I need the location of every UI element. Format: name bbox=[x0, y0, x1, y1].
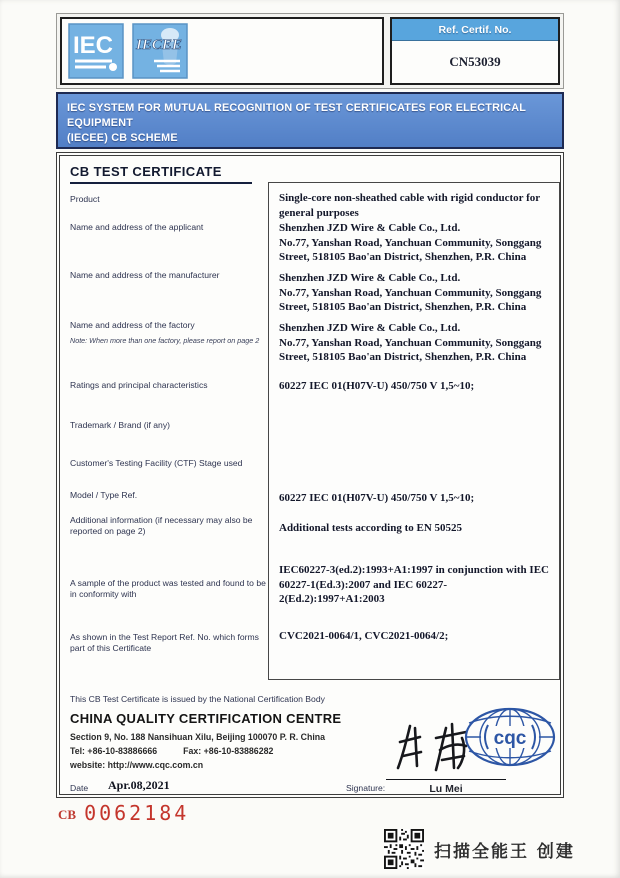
manufacturer-address: No.77, Yanshan Road, Yanchuan Community, Songgang Street, 518105 Bao'an District, Shenzhen, P.R. China bbox=[279, 286, 542, 314]
values-box bbox=[268, 182, 560, 680]
label-factory: Name and address of the factory bbox=[70, 320, 195, 330]
signatory-name: Lu Mei bbox=[429, 783, 463, 795]
label-model: Model / Type Ref. bbox=[70, 490, 138, 500]
certification-body-address: Section 9, No. 188 Nansihuan Xilu, Beijing 100070 P. R. China bbox=[70, 732, 326, 742]
value-additional: Additional tests according to EN 50525 bbox=[279, 522, 463, 534]
value-manufacturer bbox=[279, 271, 551, 315]
date-label: Date bbox=[70, 783, 89, 793]
factory-note: Note: When more than one factory, please report on page 2 bbox=[70, 336, 260, 345]
label-applicant: Name and address of the applicant bbox=[70, 222, 204, 232]
scheme-banner-line1: IEC SYSTEM FOR MUTUAL RECOGNITION OF TEST CERTIFICATES FOR ELECTRICAL EQUIPMENT bbox=[67, 102, 526, 130]
ref-certif-box bbox=[390, 17, 560, 85]
cb-stamp-number: 0062184 bbox=[84, 801, 190, 825]
certificate-title: CB TEST CERTIFICATE bbox=[70, 164, 252, 184]
scanner-watermark bbox=[384, 829, 575, 869]
label-additional: Additional information (if necessary may also be reported on page 2) bbox=[70, 515, 253, 537]
header bbox=[56, 13, 564, 89]
label-manufacturer: Name and address of the manufacturer bbox=[70, 270, 220, 280]
signature-line bbox=[386, 779, 506, 780]
qr-code-icon bbox=[384, 829, 424, 869]
certificate-body bbox=[56, 152, 564, 798]
value-conformity: IEC60227-3(ed.2):1993+A1:1997 in conjunction with IEC 60227-1(Ed.3):2007 and IEC 60227-2(Ed.2):1997+A1:2003 bbox=[279, 564, 549, 606]
label-test-report: As shown in the Test Report Ref. No. which forms part of this Certificate bbox=[70, 632, 259, 654]
logo-box bbox=[60, 17, 384, 85]
scheme-banner bbox=[56, 92, 564, 149]
tel-text: Tel: +86-10-83886666 bbox=[70, 746, 158, 756]
cqc-logo-icon bbox=[462, 704, 558, 770]
value-applicant bbox=[279, 221, 551, 265]
factory-address: No.77, Yanshan Road, Yanchuan Community, Songgang Street, 518105 Bao'an District, Shenzhen, P.R. China bbox=[279, 336, 542, 364]
applicant-company: Shenzhen JZD Wire & Cable Co., Ltd. bbox=[279, 222, 461, 234]
signature-label: Signature: bbox=[346, 783, 386, 793]
certification-body-name: CHINA QUALITY CERTIFICATION CENTRE bbox=[70, 711, 342, 726]
scheme-banner-line2: (IECEE) CB SCHEME bbox=[67, 132, 178, 145]
certification-body-telfax bbox=[70, 746, 299, 756]
ref-certif-label: Ref. Certif. No. bbox=[392, 19, 558, 41]
applicant-address: No.77, Yanshan Road, Yanchuan Community, Songgang Street, 518105 Bao'an District, Shenzhen, P.R. China bbox=[279, 236, 542, 264]
manufacturer-company: Shenzhen JZD Wire & Cable Co., Ltd. bbox=[279, 272, 461, 284]
svg-text:IEC: IEC bbox=[73, 32, 114, 59]
label-ratings: Ratings and principal characteristics bbox=[70, 380, 208, 390]
value-factory bbox=[279, 321, 551, 365]
value-model: 60227 IEC 01(H07V-U) 450/750 V 1,5~10; bbox=[279, 492, 475, 504]
cb-serial-stamp bbox=[58, 801, 189, 825]
iec-logo-icon bbox=[68, 23, 124, 79]
fax-text: Fax: +86-10-83886282 bbox=[183, 746, 274, 756]
date-value: Apr.08,2021 bbox=[108, 778, 170, 792]
ref-certif-number: CN53039 bbox=[449, 54, 501, 69]
label-product: Product bbox=[70, 194, 100, 204]
svg-text:cqc: cqc bbox=[493, 728, 527, 749]
scanner-watermark-text: 扫描全能王 创建 bbox=[434, 841, 575, 862]
iecee-logo-icon bbox=[132, 23, 188, 79]
value-test-report: CVC2021-0064/1, CVC2021-0064/2; bbox=[279, 630, 449, 642]
cb-stamp-prefix: CB bbox=[58, 807, 77, 822]
label-conformity: A sample of the product was tested and found to be in conformity with bbox=[70, 578, 266, 600]
value-ratings: 60227 IEC 01(H07V-U) 450/750 V 1,5~10; bbox=[279, 380, 475, 392]
factory-company: Shenzhen JZD Wire & Cable Co., Ltd. bbox=[279, 322, 461, 334]
value-product: Single-core non-sheathed cable with rigid conductor for general purposes bbox=[279, 192, 540, 219]
certification-body-website: website: http://www.cqc.com.cn bbox=[70, 760, 204, 770]
label-trademark: Trademark / Brand (if any) bbox=[70, 420, 170, 430]
issued-by-statement: This CB Test Certificate is issued by the National Certification Body bbox=[70, 694, 325, 704]
svg-text:IECEE: IECEE bbox=[136, 37, 182, 53]
label-ctf: Customer's Testing Facility (CTF) Stage used bbox=[70, 458, 243, 468]
